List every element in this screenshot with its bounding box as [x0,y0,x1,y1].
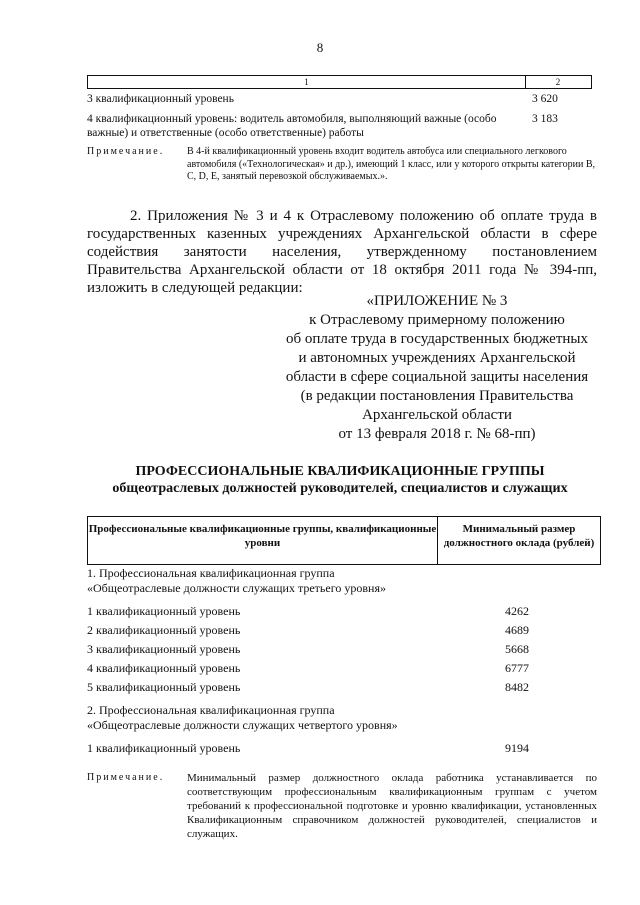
top-table [87,75,592,140]
top-table-header-col1: 1 [88,76,526,88]
heading-line-1: ПРОФЕССИОНАЛЬНЫЕ КВАЛИФИКАЦИОННЫЕ ГРУППЫ [135,464,545,479]
amendment-paragraph-text: 2. Приложения № 3 и 4 к Отраслевому положению об оплате труда в государственных казенных учреждениях Архангельской области в сфере содействия занятости населения, утвержденному постановлением Правительства Архангельской области от 18 октября 2011 года № 394-пп, изложить в следующей редакции: [87,208,597,296]
table-row [87,678,599,697]
top-table-row [87,92,592,106]
group-title: 2. Профессиональная квалификационная группа [87,703,335,717]
level-value: 5668 [505,642,529,656]
table-row [87,739,599,758]
table-group [87,703,599,733]
group-subtitle: «Общеотраслевые должности служащих четвертого уровня» [87,718,398,732]
level-value: 9194 [505,741,529,755]
table-row [87,621,599,640]
appendix-line: (в редакции постановления Правительства [300,388,574,404]
appendix-line: и автономных учреждениях Архангельской [298,350,576,366]
main-table-body [87,566,599,758]
top-table-row [87,112,592,140]
top-table-row-label: 4 квалификационный уровень: водитель автомобиля, выполняющий важные (особо важные) и ответственные (особо ответственные) работы [87,113,497,139]
top-table-header [87,75,592,89]
level-value: 8482 [505,680,529,694]
appendix-line: об оплате труда в государственных бюджетных [286,331,588,347]
section-heading [80,463,600,497]
group-title: 1. Профессиональная квалификационная группа [87,566,335,580]
note2-label: Примечание. [87,772,165,783]
main-table-header [87,516,601,565]
page-number: 8 [316,40,324,55]
appendix-line: Архангельской области [362,407,512,423]
note1-label: Примечание. [87,146,165,157]
note1-text: В 4-й квалификационный уровень входит водитель автобуса или специального легкового автомобиля («Технологическая» и др.), имеющий 1 класс, или у которого открыты категории В, С, D, Е, занятый перевозкой обслуживаемых.». [187,146,595,182]
level-label: 3 квалификационный уровень [87,642,241,656]
level-label: 1 квалификационный уровень [87,741,241,755]
table-group [87,566,599,596]
note2-text: Минимальный размер должностного оклада работника устанавливается по соответствующим профессиональным квалификационным группам с учетом требований к профессиональной подготовке и уровню квалификации, установленных Квалификационным справочником должностей руководителей, специалистов и служащих. [187,772,597,840]
level-value: 6777 [505,661,529,675]
level-label: 2 квалификационный уровень [87,623,241,637]
appendix-line: области в сфере социальной защиты населения [285,369,589,385]
table-row [87,640,599,659]
main-table-col1-header: Профессиональные квалификационные группы, квалификационные уровни [88,517,438,564]
top-table-header-col2: 2 [555,77,561,87]
appendix-header [262,292,612,444]
group-subtitle: «Общеотраслевые должности служащих третьего уровня» [87,581,386,595]
level-label: 5 квалификационный уровень [87,680,241,694]
top-table-row-label: 3 квалификационный уровень [87,93,234,105]
table-row [87,659,599,678]
top-table-row-value: 3 620 [532,93,558,105]
table-row [87,602,599,621]
heading-line-2: общеотраслевых должностей руководителей, специалистов и служащих [112,481,568,496]
level-value: 4262 [505,604,529,618]
level-value: 4689 [505,623,529,637]
level-label: 4 квалификационный уровень [87,661,241,675]
appendix-line: к Отраслевому примерному положению [309,312,565,328]
amendment-paragraph [87,207,597,297]
appendix-line: от 13 февраля 2018 г. № 68-пп) [338,426,536,442]
level-label: 1 квалификационный уровень [87,604,241,618]
main-table-col2-header: Минимальный размер должностного оклада (рублей) [443,523,595,549]
top-table-row-value: 3 183 [532,113,558,125]
appendix-line: «ПРИЛОЖЕНИЕ № 3 [366,293,508,309]
